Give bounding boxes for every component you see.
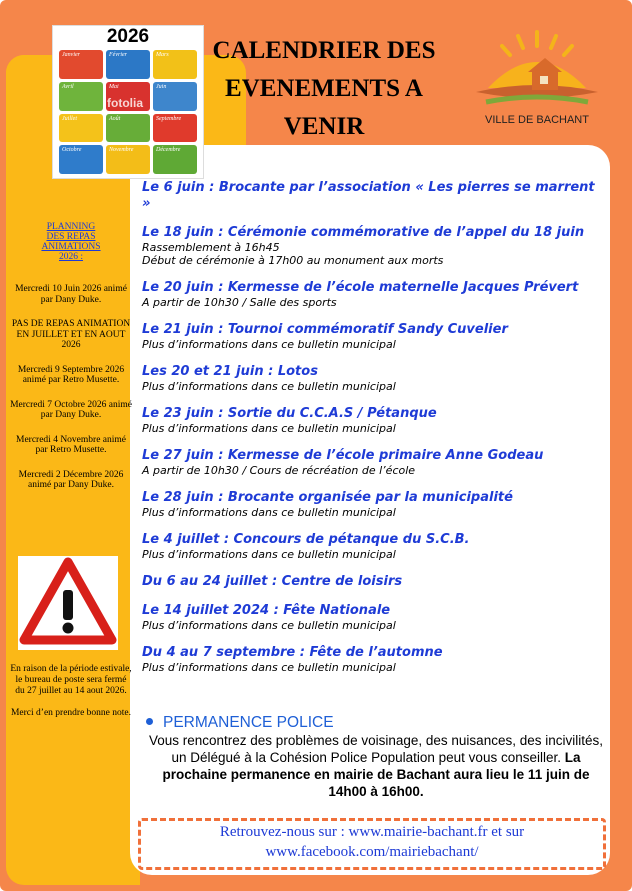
calendar-month [106, 114, 150, 143]
notice-thanks: Merci d’en prendre bonne note. [10, 708, 132, 718]
calendar-month-label: Juin [156, 83, 167, 90]
event-detail: Plus d’informations dans ce bulletin municipal [142, 422, 396, 435]
calendar-month-label: Mars [156, 52, 169, 58]
police-body-bold: La prochaine permanence en mairie de Bachant aura lieu le 11 juin de 14h00 à 16h00. [162, 750, 590, 799]
calendar-month [106, 50, 150, 79]
event-detail: Plus d’informations dans ce bulletin municipal [142, 661, 396, 674]
title-line-3: VENIR [283, 113, 365, 140]
planning-entry: Mercredi 7 Octobre 2026 animé par Dany Duke. [10, 399, 132, 420]
planning-entry: PAS DE REPAS ANIMATION EN JUILLET ET EN AOUT 2026 [11, 319, 131, 350]
calendar-image [52, 25, 204, 179]
event-title: Le 4 juillet : Concours de pétanque du S.C.B. [142, 532, 470, 547]
notice-text: En raison de la période estivale, le bureau de poste sera fermé du 27 juillet au 14 aout 2026. [10, 664, 132, 696]
event-detail: A partir de 10h30 / Salle des sports [142, 296, 337, 309]
planning-title-line-1: PLANNING [46, 222, 96, 232]
calendar-month-label: Avril [62, 83, 74, 90]
calendar-month [153, 114, 197, 143]
police-section [146, 714, 606, 800]
event-item [142, 574, 597, 590]
police-heading [146, 714, 606, 732]
calendar-month [153, 145, 197, 174]
event-item [142, 280, 597, 309]
event-detail: Plus d’informations dans ce bulletin municipal [142, 548, 396, 561]
page-title [195, 32, 453, 146]
footer-links [138, 822, 606, 862]
police-body-text: Vous rencontrez des problèmes de voisinage, des nuisances, des incivilités, un Délégué à la Cohésion Police Population peut vous conseiller. [148, 733, 603, 765]
logo-label: VILLE DE BACHANT [485, 114, 589, 126]
event-title: Le 23 juin : Sortie du C.C.A.S / Pétanque [142, 406, 437, 421]
planning-title [10, 222, 132, 262]
calendar-month [59, 82, 103, 111]
event-detail: Rassemblement à 16h45 [142, 241, 280, 254]
warning-triangle-icon [18, 556, 118, 650]
event-item [142, 532, 597, 561]
event-item [142, 645, 597, 674]
title-line-1: CALENDRIER DES [212, 37, 436, 64]
event-item [142, 490, 597, 519]
title-line-2: EVENEMENTS A [225, 75, 423, 102]
event-detail: Début de cérémonie à 17h00 au monument aux morts [142, 254, 444, 267]
event-title: Les 20 et 21 juin : Lotos [142, 364, 318, 379]
calendar-month-label: Mai [109, 83, 119, 90]
planning-title-line-3: ANIMATIONS [41, 242, 101, 252]
town-logo [468, 26, 606, 138]
calendar-month-label: Décembre [156, 147, 181, 154]
planning-entry: Mercredi 2 Décembre 2026 animé par Dany Duke. [18, 469, 124, 490]
calendar-month-label: Février [109, 52, 127, 58]
event-detail: Plus d’informations dans ce bulletin municipal [142, 619, 396, 632]
calendar-month [59, 50, 103, 79]
event-title: Le 14 juillet 2024 : Fête Nationale [142, 603, 391, 618]
event-detail: Plus d’informations dans ce bulletin municipal [142, 380, 396, 393]
event-title: Le 27 juin : Kermesse de l’école primaire Anne Godeau [142, 448, 544, 463]
event-title: Le 6 juin : Brocante par l’association « Les pierres se marrent » [142, 180, 595, 211]
planning-entry: Mercredi 9 Septembre 2026 animé par Retro Musette. [17, 364, 125, 385]
event-item [142, 364, 597, 393]
calendar-month-label: Août [109, 115, 121, 122]
calendar-month-label: Novembre [109, 147, 134, 154]
calendar-month [153, 82, 197, 111]
event-detail: A partir de 10h30 / Cours de récréation de l’école [142, 464, 416, 477]
sun-house-icon [468, 26, 606, 116]
event-title: Le 28 juin : Brocante organisée par la municipalité [142, 490, 513, 505]
event-detail: Plus d’informations dans ce bulletin municipal [142, 506, 396, 519]
footer-facebook-link[interactable]: www.facebook.com/mairiebachant/ [265, 844, 479, 860]
police-body [146, 732, 606, 800]
planning-title-line-4: 2026 : [58, 252, 83, 262]
event-item [142, 180, 597, 212]
calendar-month [59, 114, 103, 143]
post-office-notice [10, 664, 132, 730]
event-item [142, 225, 597, 267]
event-title: Du 4 au 7 septembre : Fête de l’automne [142, 645, 443, 660]
planning-title-line-2: DES REPAS [46, 232, 96, 242]
warning-sign [18, 556, 118, 650]
calendar-month [153, 50, 197, 79]
event-item [142, 448, 597, 477]
calendar-month-label: Juillet [62, 115, 77, 122]
footer-website-line[interactable]: Retrouvez-nous sur : www.mairie-bachant.fr et sur [219, 824, 525, 840]
calendar-month-label: Janvier [62, 52, 80, 58]
meal-planning [10, 222, 132, 505]
event-item [142, 406, 597, 435]
event-title: Le 18 juin : Cérémonie commémorative de l’appel du 18 juin [142, 225, 585, 240]
planning-entry: Mercredi 4 Novembre animé par Retro Musette. [16, 434, 126, 455]
calendar-month-grid [59, 50, 197, 174]
event-title: Du 6 au 24 juillet : Centre de loisirs [142, 574, 403, 589]
calendar-year: 2026 [106, 26, 150, 47]
event-detail: Plus d’informations dans ce bulletin municipal [142, 338, 396, 351]
calendar-month [59, 145, 103, 174]
calendar-month-label: Octobre [62, 147, 82, 154]
calendar-month [106, 145, 150, 174]
bullet-icon [146, 718, 153, 725]
event-item [142, 603, 597, 632]
event-title: Le 21 juin : Tournoi commémoratif Sandy Cuvelier [142, 322, 508, 337]
calendar-month-label: Septembre [156, 115, 182, 122]
planning-entry: Mercredi 10 Juin 2026 animé par Dany Duke. [15, 284, 127, 305]
calendar-watermark: fotolia [107, 96, 143, 110]
event-title: Le 20 juin : Kermesse de l’école maternelle Jacques Prévert [142, 280, 579, 295]
police-heading-text: PERMANENCE POLICE [163, 714, 334, 731]
event-item [142, 322, 597, 351]
events-list [142, 180, 597, 687]
